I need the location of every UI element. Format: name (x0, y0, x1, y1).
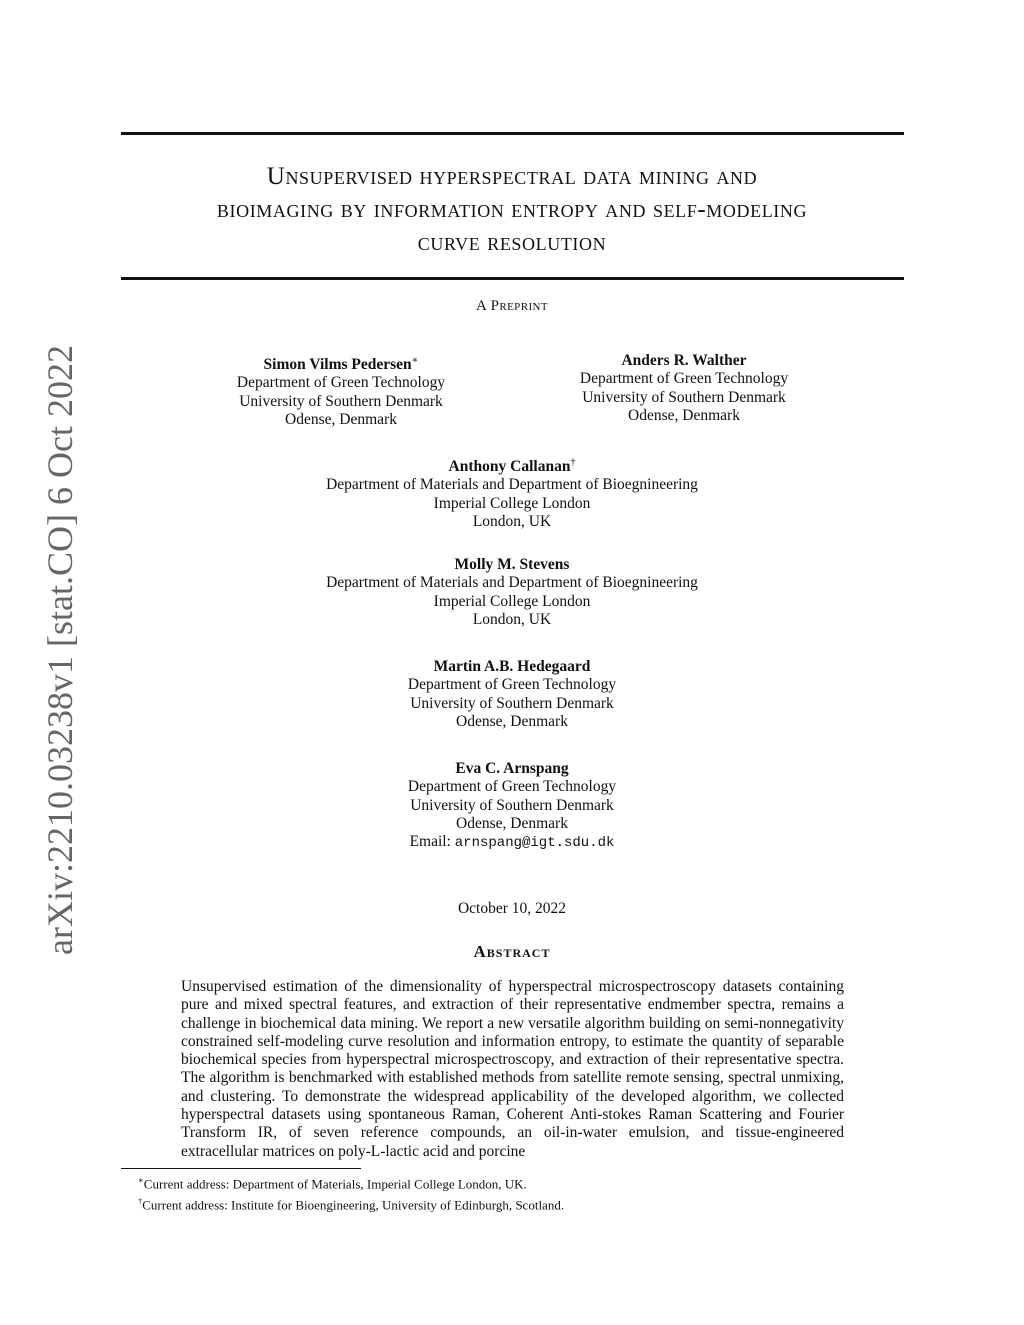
footnote-mark: † (138, 1195, 143, 1206)
author-department: Department of Green Technology (236, 374, 446, 392)
author-name: Martin A.B. Hedegaard (433, 658, 591, 675)
author-institution: Imperial College London (433, 494, 591, 512)
author-department: Department of Green Technology (579, 370, 789, 388)
author-block (312, 658, 712, 731)
title-line: bioimaging by information entropy and self-modeling (216, 196, 808, 223)
author-name: Anders R. Walther (621, 352, 747, 369)
footnote (138, 1172, 564, 1193)
author-name: Eva C. Arnspang (455, 760, 569, 777)
author-location: Odense, Denmark (456, 814, 568, 832)
author-department: Department of Green Technology (407, 778, 617, 796)
author-email[interactable]: arnspang@igt.sdu.dk (454, 835, 615, 852)
title-line: curve resolution (417, 229, 607, 256)
author-block (212, 556, 812, 629)
paper-title (110, 160, 914, 259)
author-location: Odense, Denmark (456, 712, 568, 730)
author-department: Department of Materials and Department of Bioegnineering (326, 574, 698, 592)
author-name: Anthony Callanan† (448, 457, 576, 476)
arxiv-identifier: arXiv:2210.03238v1 [stat.CO] 6 Oct 2022 (40, 345, 80, 955)
author-block (212, 454, 812, 531)
author-location: Odense, Denmark (285, 411, 397, 429)
author-location: London, UK (472, 513, 552, 531)
author-location: London, UK (472, 610, 552, 628)
title-bottom-rule (121, 277, 904, 280)
author-institution: University of Southern Denmark (582, 388, 786, 406)
title-line: Unsupervised hyperspectral data mining and (266, 163, 758, 190)
title-top-rule (121, 132, 904, 135)
paper-date: October 10, 2022 (457, 900, 567, 917)
footnote-text: Current address: Institute for Bioengineering, University of Edinburgh, Scotland. (142, 1197, 565, 1213)
abstract-text: Unsupervised estimation of the dimensionality of hyperspectral microspectroscopy datasets containing pure and mixed spectral features, and extraction of their representative endmember spectra, remains a challenge in biochemical data mining. We report a new versatile algorithm building on semi-nonnegativity constrained self-modeling curve resolution and information entropy, to estimate the quantity of separable biochemical species from hyperspectral microspectroscopy, and extraction of their representative spectra. The algorithm is benchmarked with established methods from satellite remote sensing, spectral unmixing, and clustering. To demonstrate the widespread applicability of the developed algorithm, we collected hyperspectral datasets using spontaneous Raman, Coherent Anti-stokes Raman Scattering and Fourier Transform IR, of seven reference compounds, an oil-in-water emulsion, and tissue-engineered extracellular matrices on poly-L-lactic acid and porcine (181, 978, 844, 1160)
footnotes (138, 1172, 564, 1214)
footnote-mark: ∗ (138, 1175, 144, 1185)
abstract-heading: Abstract (473, 942, 551, 961)
author-email-line (312, 833, 712, 852)
footnote-rule (121, 1168, 361, 1169)
author-institution: University of Southern Denmark (239, 392, 443, 410)
author-institution: University of Southern Denmark (410, 694, 614, 712)
author-block (312, 760, 712, 852)
author-department: Department of Green Technology (407, 676, 617, 694)
footnote-text: Current address: Department of Materials, Imperial College London, UK. (143, 1176, 527, 1192)
author-institution: University of Southern Denmark (410, 796, 614, 814)
author-block (553, 352, 815, 425)
footnote (138, 1193, 564, 1214)
author-name: Molly M. Stevens (454, 556, 570, 573)
footnote-mark: † (570, 457, 576, 468)
author-name: Simon Vilms Pedersen∗ (263, 355, 419, 374)
footnote-mark: ∗ (411, 355, 419, 366)
author-block (210, 352, 472, 429)
author-location: Odense, Denmark (628, 406, 740, 424)
preprint-label: A Preprint (476, 298, 548, 314)
email-label: Email: (409, 833, 451, 851)
author-institution: Imperial College London (433, 592, 591, 610)
author-department: Department of Materials and Department of Bioegnineering (326, 476, 698, 494)
